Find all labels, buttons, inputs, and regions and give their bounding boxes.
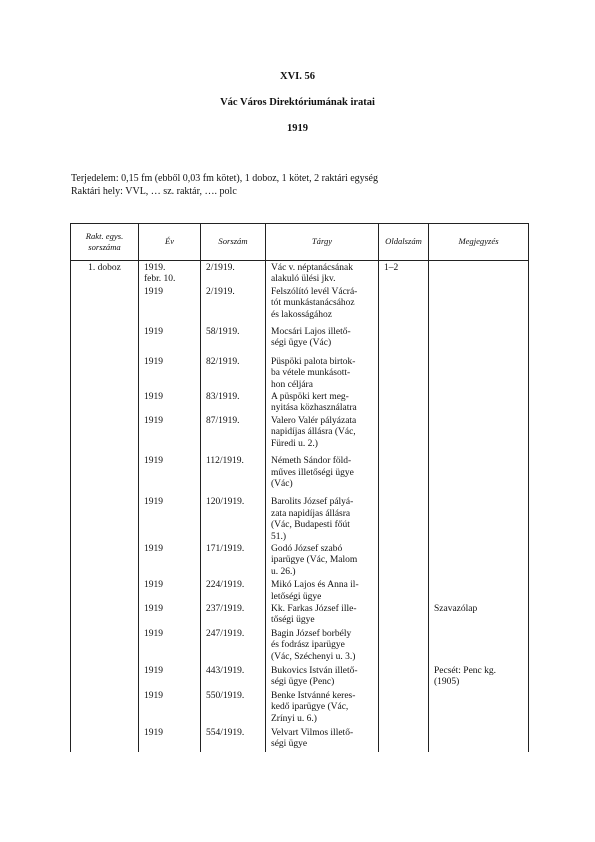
subject-line: Füredi u. 2.) [271, 438, 318, 449]
note-line: Szavazólap [434, 603, 478, 614]
subject-line: A püspöki kert meg- [271, 392, 349, 403]
year-value: 1919 [144, 666, 163, 676]
subject-cell [266, 691, 379, 728]
subject-line: (Vác, Budapesti főút [271, 520, 350, 531]
table-row [71, 691, 529, 728]
subject-line: Felszólító levél Vácrá- [271, 286, 358, 297]
subject-line: (Vác) [271, 478, 293, 489]
subject-cell [266, 392, 379, 416]
number-value: 58/1919. [206, 327, 240, 338]
year-cell [139, 456, 201, 497]
subject-line: (Vác, Széchenyi u. 3.) [271, 651, 356, 662]
subject-line: Godó József szabó [271, 543, 343, 554]
column-header-unit-line1: Rakt. egys. [85, 230, 124, 241]
year-cell [139, 604, 201, 629]
year-value: 1919 [144, 286, 163, 297]
table-row [71, 580, 529, 604]
subject-cell [266, 416, 379, 456]
subject-line: és fodrász iparügye [271, 640, 345, 651]
year-value: 1919 [144, 356, 163, 367]
year-value: 1919. [144, 263, 166, 273]
subject-line: 51.) [271, 531, 287, 542]
year-cell [139, 327, 201, 357]
year-cell [139, 728, 201, 752]
notes-cell [429, 728, 529, 752]
year-cell [139, 416, 201, 456]
page-cell [379, 456, 429, 497]
subject-line: Vác v. néptanácsának [271, 263, 353, 273]
subject-line: u. 26.) [271, 566, 296, 577]
number-cell [201, 691, 266, 728]
number-value: 237/1919. [206, 603, 245, 614]
year-cell [139, 497, 201, 544]
unit-cell [71, 666, 139, 691]
unit-cell [71, 604, 139, 629]
year-value: 1919 [144, 690, 163, 701]
subject-line: Benke Istvánné keres- [271, 690, 356, 701]
subject-line: Mocsári Lajos illető- [271, 327, 351, 338]
number-value: 83/1919. [206, 392, 240, 403]
year-value: 1919 [144, 543, 163, 554]
number-cell [201, 357, 266, 392]
page-cell [379, 287, 429, 327]
number-cell [201, 327, 266, 357]
subject-cell [266, 629, 379, 666]
subject-line: Mikó Lajos és Anna il- [271, 580, 359, 591]
subject-line: Németh Sándor föld- [271, 456, 352, 467]
subject-line: tót munkástanácsához [271, 298, 355, 309]
inventory-table-body [71, 261, 529, 752]
year-cell [139, 392, 201, 416]
notes-cell [429, 497, 529, 544]
unit-cell [71, 728, 139, 752]
number-value: 87/1919. [206, 415, 240, 426]
year-cell [139, 287, 201, 327]
year-value: 1919 [144, 327, 163, 338]
year-value: 1919 [144, 415, 163, 426]
subject-line: tőségi ügye [271, 615, 315, 626]
unit-cell [71, 357, 139, 392]
column-header-number: Sorszám [201, 224, 266, 261]
table-header-row [71, 224, 529, 261]
number-value: 247/1919. [206, 628, 245, 639]
notes-cell [429, 287, 529, 327]
number-cell [201, 287, 266, 327]
number-value: 82/1919. [206, 356, 240, 367]
table-row [71, 456, 529, 497]
number-cell [201, 728, 266, 752]
year-cell [139, 666, 201, 691]
subject-cell [266, 287, 379, 327]
year-cell [139, 629, 201, 666]
page-cell [379, 544, 429, 580]
column-header-unit-line2: sorszáma [88, 242, 121, 252]
year-value: 1919 [144, 456, 163, 467]
page-cell [379, 392, 429, 416]
unit-cell [71, 544, 139, 580]
number-cell [201, 456, 266, 497]
number-value: 443/1919. [206, 666, 245, 676]
number-value: 112/1919. [206, 456, 244, 467]
subject-line: Kk. Farkas József ille- [271, 603, 357, 614]
notes-cell [429, 261, 529, 287]
unit-cell [71, 580, 139, 604]
year-value: 1919 [144, 628, 163, 639]
notes-cell [429, 392, 529, 416]
unit-cell [71, 629, 139, 666]
column-header-page: Oldalszám [379, 224, 429, 261]
table-row [71, 327, 529, 357]
number-value: 224/1919. [206, 580, 245, 591]
subject-cell [266, 357, 379, 392]
page-cell [379, 604, 429, 629]
page-cell [379, 691, 429, 728]
subject-line: Valero Valér pályázata [271, 415, 357, 426]
subject-line: Bagin József borbély [271, 628, 352, 639]
number-cell [201, 497, 266, 544]
subject-cell [266, 327, 379, 357]
page-cell [379, 327, 429, 357]
unit-cell [71, 261, 139, 287]
number-value: 2/1919. [206, 286, 235, 297]
subject-line: nyitása közhasználatra [271, 403, 357, 414]
notes-cell [429, 629, 529, 666]
number-value: 120/1919. [206, 497, 245, 508]
subject-line: zata napidíjas állásra [271, 508, 351, 519]
table-row [71, 666, 529, 691]
year-cell [139, 261, 201, 287]
notes-cell [429, 691, 529, 728]
page-cell [379, 728, 429, 752]
subject-line: Bukovics István illető- [271, 666, 358, 676]
storage-location-line: Raktári hely: VVL, … sz. raktár, …. polc [71, 186, 237, 197]
notes-cell [429, 580, 529, 604]
page-cell [379, 416, 429, 456]
number-cell [201, 629, 266, 666]
subject-line: műves illetőségi ügye [271, 467, 354, 478]
notes-cell [429, 416, 529, 456]
page-value: 1–2 [384, 263, 399, 273]
year-cell [139, 580, 201, 604]
table-row [71, 497, 529, 544]
notes-cell [429, 544, 529, 580]
notes-cell [429, 456, 529, 497]
page-cell [379, 666, 429, 691]
number-value: 550/1919. [206, 690, 245, 701]
number-value: 554/1919. [206, 728, 245, 739]
number-cell [201, 261, 266, 287]
page-cell [379, 357, 429, 392]
table-row [71, 416, 529, 456]
number-cell [201, 416, 266, 456]
subject-line: Barolits József pályá- [271, 497, 354, 508]
subject-cell [266, 544, 379, 580]
subject-cell [266, 728, 379, 752]
subject-line: ségi ügye [271, 739, 308, 750]
subject-line: Velvart Vilmos illető- [271, 728, 354, 739]
subject-cell [266, 261, 379, 287]
year-value: 1919 [144, 603, 163, 614]
unit-label: 1. doboz [88, 263, 121, 273]
subject-line: ségi ügye (Vác) [271, 338, 332, 349]
subject-line: hon céljára [271, 379, 313, 390]
table-row [71, 357, 529, 392]
subject-line: ségi ügye (Penc) [271, 677, 335, 688]
notes-cell [429, 357, 529, 392]
notes-cell [429, 604, 529, 629]
subject-line: kedő iparügye (Vác, [271, 702, 349, 713]
table-row [71, 544, 529, 580]
number-cell [201, 392, 266, 416]
notes-cell [429, 327, 529, 357]
table-row [71, 287, 529, 327]
number-value: 171/1919. [206, 543, 245, 554]
year-cell [139, 357, 201, 392]
number-cell [201, 666, 266, 691]
note-line: Pecsét: Penc kg. [434, 666, 497, 676]
table-row [71, 261, 529, 287]
unit-cell [71, 456, 139, 497]
number-value: 2/1919. [206, 263, 235, 273]
year-value: 1919 [144, 497, 163, 508]
column-header-year: Év [139, 224, 201, 261]
page-cell [379, 629, 429, 666]
column-header-unit [71, 224, 139, 261]
notes-cell [429, 666, 529, 691]
subject-line: Zrínyi u. 6.) [271, 713, 317, 724]
number-cell [201, 544, 266, 580]
subject-cell [266, 456, 379, 497]
subject-line: iparügye (Vác, Malom [271, 555, 358, 566]
subject-line: Püspöki palota birtok- [271, 356, 356, 367]
unit-cell [71, 287, 139, 327]
column-header-notes: Megjegyzés [429, 224, 529, 261]
number-cell [201, 604, 266, 629]
column-header-subject: Tárgy [266, 224, 379, 261]
year-cell [139, 544, 201, 580]
subject-line: ba vétele munkásott- [271, 368, 351, 379]
unit-cell [71, 327, 139, 357]
table-row [71, 629, 529, 666]
record-group-code: XVI. 56 [279, 71, 315, 82]
subject-cell [266, 604, 379, 629]
year-value: 1919 [144, 392, 163, 403]
inventory-table [70, 223, 529, 752]
table-row [71, 392, 529, 416]
note-line: (1905) [434, 677, 460, 688]
unit-cell [71, 497, 139, 544]
subject-line: napidíjas állásra (Vác, [271, 427, 356, 438]
subject-cell [266, 580, 379, 604]
year-date: febr. 10. [144, 274, 176, 285]
year-value: 1919 [144, 580, 163, 591]
table-row [71, 728, 529, 752]
unit-cell [71, 691, 139, 728]
subject-line: alakuló ülési jkv. [271, 274, 336, 285]
record-group-year: 1919 [287, 123, 308, 134]
page-cell [379, 261, 429, 287]
number-cell [201, 580, 266, 604]
year-value: 1919 [144, 728, 163, 739]
subject-line: letőségi ügye [271, 591, 322, 602]
table-row [71, 604, 529, 629]
page-cell [379, 497, 429, 544]
unit-cell [71, 392, 139, 416]
subject-cell [266, 497, 379, 544]
subject-line: és lakosságához [271, 309, 332, 320]
year-cell [139, 691, 201, 728]
extent-line: Terjedelem: 0,15 fm (ebből 0,03 fm kötet), 1 doboz, 1 kötet, 2 raktári egység [71, 173, 378, 184]
page-cell [379, 580, 429, 604]
subject-cell [266, 666, 379, 691]
record-group-title: Vác Város Direktóriumának iratai [220, 97, 375, 108]
unit-cell [71, 416, 139, 456]
